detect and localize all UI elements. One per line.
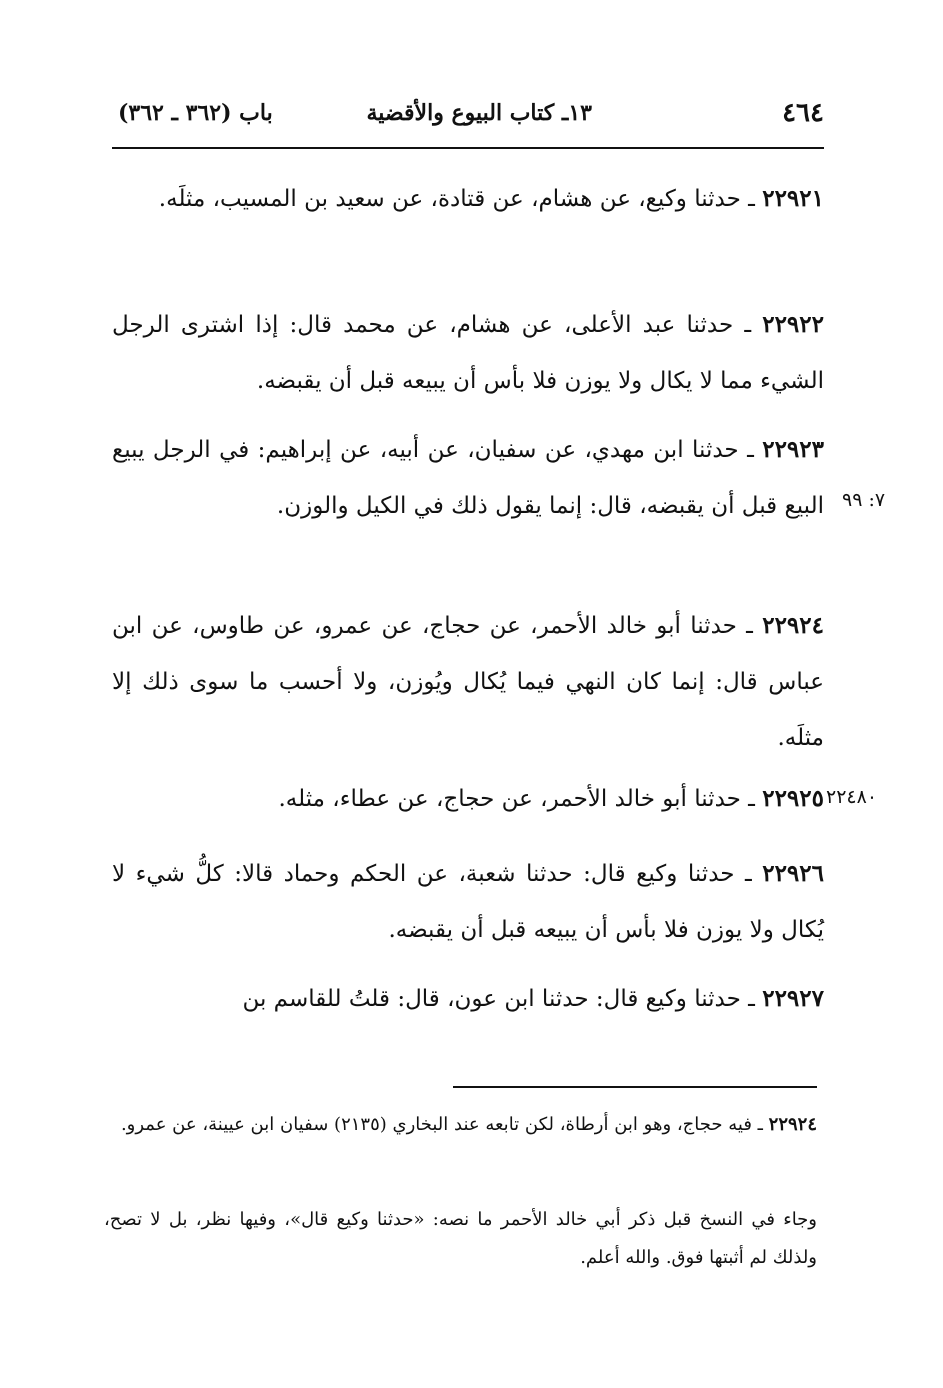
hadith-number: ٢٢٩٢٦	[762, 860, 824, 887]
hadith-number: ٢٢٩٢٤	[762, 612, 824, 639]
footnote-number: ٢٢٩٢٤	[768, 1114, 817, 1135]
hadith-paragraph	[112, 846, 824, 958]
page-number: ٤٦٤	[782, 98, 824, 128]
running-header	[112, 98, 824, 136]
footnote	[104, 1106, 817, 1144]
hadith-text: ـ حدثنا وكيع، عن هشام، عن قتادة، عن سعيد بن المسيب، مثلَه.	[158, 186, 763, 212]
margin-reference: ٧: ٩٩	[842, 489, 886, 511]
hadith-paragraph	[112, 422, 824, 534]
hadith-paragraph	[112, 771, 824, 827]
hadith-text: ـ حدثنا عبد الأعلى، عن هشام، عن محمد قال: إذا اشترى الرجل الشيء مما لا يكال ولا يوزن فلا بأس أن يبيعه قبل أن يقبضه.	[112, 312, 824, 394]
hadith-text: ـ حدثنا وكيع قال: حدثنا ابن عون، قال: قلتُ للقاسم بن	[242, 986, 763, 1012]
hadith-paragraph	[112, 598, 824, 766]
margin-reference: ٢٢٤٨٠	[826, 786, 878, 808]
hadith-number: ٢٢٩٢٢	[762, 311, 824, 338]
footnote	[104, 1201, 817, 1277]
hadith-paragraph	[112, 297, 824, 409]
footnote-rule	[453, 1086, 817, 1088]
book-title: ١٣ـ كتاب البيوع والأقضية	[366, 100, 592, 126]
header-rule	[112, 147, 824, 149]
footnote-text: ـ فيه حجاج، وهو ابن أرطاة، لكن تابعه عند البخاري (٢١٣٥) سفيان ابن عيينة، عن عمرو.	[120, 1114, 769, 1135]
hadith-text: ـ حدثنا ابن مهدي، عن سفيان، عن أبيه، عن إبراهيم: في الرجل يبيع البيع قبل أن يقبضه، قال: إنما يقول ذلك في الكيل والوزن.	[112, 437, 824, 519]
hadith-number: ٢٢٩٢٣	[762, 436, 824, 463]
hadith-paragraph	[112, 171, 824, 227]
footnote-text: وجاء في النسخ قبل ذكر أبي خالد الأحمر ما نصه: «حدثنا وكيع قال»، وفيها نظر، بل لا تصح، ولذلك لم أثبتها فوق. والله أعلم.	[104, 1209, 817, 1268]
hadith-paragraph	[112, 971, 824, 1027]
hadith-text: ـ حدثنا وكيع قال: حدثنا شعبة، عن الحكم وحماد قالا: كلُّ شيء لا يُكال ولا يوزن فلا بأس أن يبيعه قبل أن يقبضه.	[112, 861, 824, 943]
hadith-number: ٢٢٩٢٧	[762, 985, 824, 1012]
hadith-text: ـ حدثنا أبو خالد الأحمر، عن حجاج، عن عطاء، مثله.	[278, 786, 763, 812]
chapter-range: باب (٣٦٢ ـ ٣٦٢)	[118, 100, 273, 126]
hadith-number: ٢٢٩٢٥	[762, 785, 824, 812]
hadith-number: ٢٢٩٢١	[762, 185, 824, 212]
hadith-text: ـ حدثنا أبو خالد الأحمر، عن حجاج، عن عمرو، عن طاوس، عن ابن عباس قال: إنما كان النهي فيما يُكال ويُوزن، ولا أحسب ما سوى ذلك إلا مثلَه.	[112, 613, 824, 751]
